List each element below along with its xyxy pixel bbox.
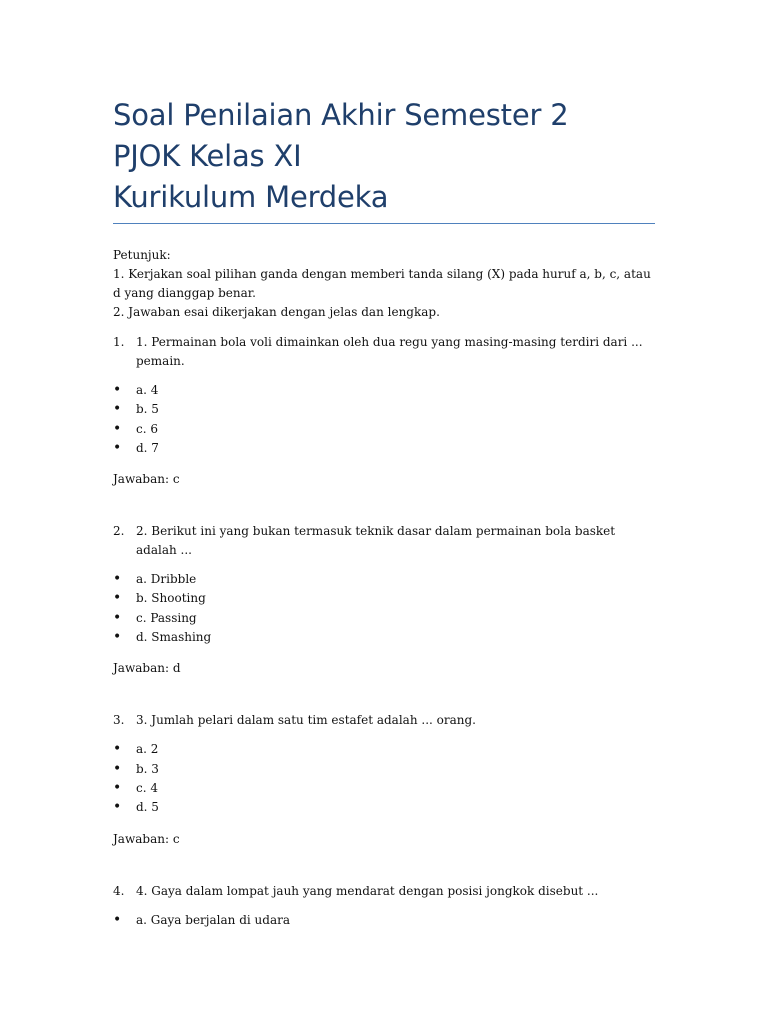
instruction-line-2: 2. Jawaban esai dikerjakan dengan jelas dan lengkap. <box>113 305 440 319</box>
title-divider <box>113 223 655 224</box>
bullet-icon: • <box>113 420 122 437</box>
instruction-line-1: 1. Kerjakan soal pilihan ganda dengan memberi tanda silang (X) pada huruf a, b, c, atau d yang dianggap benar. <box>113 267 651 300</box>
bullet-icon: • <box>113 590 122 607</box>
question-text: 2. Berikut ini yang bukan termasuk teknik dasar dalam permainan bola basket adalah ... <box>136 524 616 558</box>
list-item <box>113 760 658 779</box>
spacer <box>113 489 658 522</box>
question-number: 2. <box>113 524 125 539</box>
question-block-2 <box>113 522 658 678</box>
bullet-icon: • <box>113 629 122 646</box>
bullet-icon: • <box>113 779 122 796</box>
question-4 <box>113 882 658 901</box>
question-number: 1. <box>113 335 125 349</box>
bullet-icon: • <box>113 741 122 758</box>
options-list <box>113 740 658 817</box>
bullet-icon: • <box>113 382 122 398</box>
option-text: c. 4 <box>136 780 158 795</box>
list-item <box>113 911 658 930</box>
question-3 <box>113 711 658 730</box>
option-text: b. 5 <box>136 402 159 417</box>
bullet-icon: • <box>113 439 122 456</box>
option-text: b. Shooting <box>136 591 206 606</box>
list-item <box>113 381 658 400</box>
option-text: c. Passing <box>136 610 197 625</box>
option-text: a. Dribble <box>136 572 197 587</box>
question-2 <box>113 522 658 560</box>
question-text: 4. Gaya dalam lompat jauh yang mendarat dengan posisi jongkok disebut ... <box>136 883 599 898</box>
options-list <box>113 570 658 647</box>
list-item <box>113 570 658 589</box>
question-text: 3. Jumlah pelari dalam satu tim estafet adalah ... orang. <box>136 713 476 728</box>
instructions <box>113 246 658 322</box>
list-item <box>113 798 658 817</box>
question-block-1 <box>113 333 658 489</box>
list-item <box>113 609 658 628</box>
bullet-icon: • <box>113 609 122 626</box>
document-title <box>113 95 658 218</box>
list-item <box>113 779 658 798</box>
answer-text: Jawaban: c <box>113 831 180 846</box>
bullet-icon: • <box>113 571 122 588</box>
question-number: 3. <box>113 713 125 728</box>
option-text: a. Gaya berjalan di udara <box>136 912 290 927</box>
bullet-icon: • <box>113 760 122 777</box>
list-item <box>113 420 658 439</box>
bullet-icon: • <box>113 799 122 816</box>
option-text: c. 6 <box>136 421 158 436</box>
list-item <box>113 740 658 759</box>
question-block-3 <box>113 711 658 848</box>
option-text: d. Smashing <box>136 630 212 645</box>
list-item <box>113 628 658 647</box>
question-block-4 <box>113 882 658 930</box>
list-item <box>113 400 658 419</box>
options-list <box>113 381 658 458</box>
spacer <box>113 678 658 711</box>
title-line-2: PJOK Kelas XI <box>113 139 302 173</box>
document-page <box>113 0 658 930</box>
list-item <box>113 589 658 608</box>
options-list <box>113 911 658 930</box>
list-item <box>113 439 658 458</box>
answer-text: Jawaban: d <box>113 661 181 676</box>
title-line-1: Soal Penilaian Akhir Semester 2 <box>113 98 569 132</box>
option-text: d. 5 <box>136 800 159 815</box>
title-line-3: Kurikulum Merdeka <box>113 180 389 214</box>
bullet-icon: • <box>113 401 122 418</box>
option-text: a. 2 <box>136 742 159 757</box>
bullet-icon: • <box>113 911 122 928</box>
question-1 <box>113 333 658 371</box>
option-text: a. 4 <box>136 383 159 397</box>
question-number: 4. <box>113 883 125 898</box>
spacer <box>113 849 658 882</box>
option-text: d. 7 <box>136 440 159 455</box>
instructions-heading: Petunjuk: <box>113 248 171 262</box>
option-text: b. 3 <box>136 761 159 776</box>
question-text: 1. Permainan bola voli dimainkan oleh dua regu yang masing-masing terdiri dari ... pemain. <box>136 335 643 368</box>
answer-text: Jawaban: c <box>113 472 180 487</box>
